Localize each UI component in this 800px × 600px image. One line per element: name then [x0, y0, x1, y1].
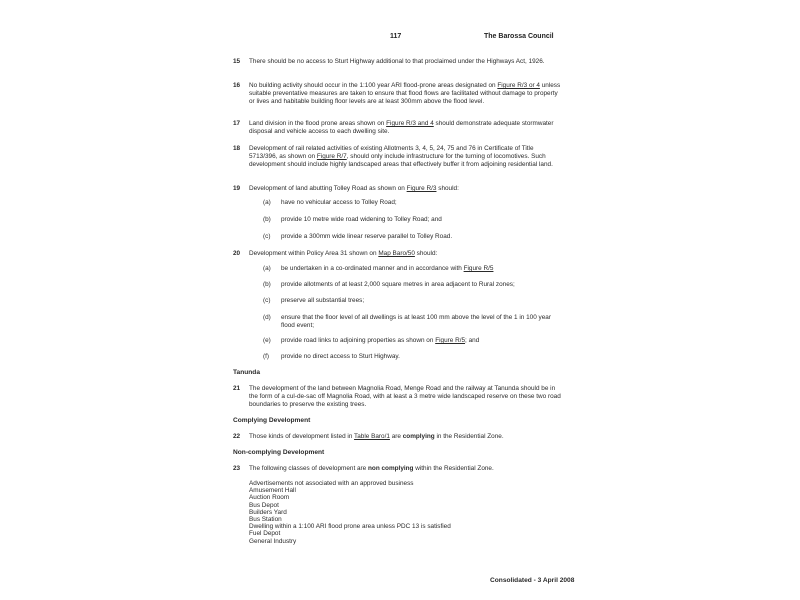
- clause-19-item: (b) provide 10 metre wide road widening to Tolley Road; and: [263, 216, 442, 223]
- figure-link[interactable]: Figure R/3 or 4: [497, 82, 540, 89]
- clause-16: 16 No building activity should occur in the 1:100 year ARI flood-prone areas designated on Figure R/3 or 4 unless suitable preventative measures are taken to ensure that flood flows are facilitated without damage to property or lives and habitable building floor levels are at least 300mm above the flood level.: [233, 82, 561, 106]
- heading-tanunda: Tanunda: [233, 369, 260, 376]
- clause-20-item: (f) provide no direct access to Sturt Highway.: [263, 353, 400, 360]
- clause-19: 19 Development of land abutting Tolley Road as shown on Figure R/3 should:: [233, 185, 459, 192]
- page-number: 117: [390, 33, 402, 40]
- council-name: The Barossa Council: [484, 33, 554, 40]
- list-item: Builders Yard: [249, 508, 287, 516]
- clause-20-item: (c) preserve all substantial trees;: [263, 297, 365, 304]
- clause-19-item: (a) have no vehicular access to Tolley Road;: [263, 199, 397, 206]
- heading-non-complying: Non-complying Development: [233, 449, 325, 456]
- list-item: General Industry: [249, 537, 297, 545]
- figure-link[interactable]: Figure R/5: [463, 265, 494, 272]
- clause-20-item: (e) provide road links to adjoining properties as shown on Figure R/5; and: [263, 337, 480, 344]
- table-link[interactable]: Table Baro/1: [354, 433, 390, 440]
- figure-link[interactable]: Figure R/3: [406, 185, 437, 192]
- non-complying-list: [249, 480, 451, 545]
- figure-link[interactable]: Figure R/7: [316, 153, 347, 161]
- clause-17: 17 Land division in the flood prone areas shown on Figure R/3 and 4 should demonstrate adequate stormwater disposal and vehicle access to each dwelling site.: [233, 120, 554, 136]
- list-item: Bus Station: [249, 516, 282, 524]
- list-item: Amusement Hall: [249, 487, 296, 495]
- clause-19-item: (c) provide a 300mm wide linear reserve parallel to Tolley Road.: [263, 233, 453, 240]
- clause-23: 23 The following classes of development are non complying within the Residential Zone.: [233, 465, 494, 472]
- list-item: Bus Depot: [249, 501, 279, 509]
- clause-20: 20 Development within Policy Area 31 shown on Map Baro/50 should:: [233, 250, 438, 257]
- clause-20-item: (b) provide allotments of at least 2,000 square metres in area adjacent to Rural zones;: [263, 281, 515, 288]
- heading-complying: Complying Development: [233, 417, 311, 424]
- list-item: Fuel Depot: [249, 530, 281, 538]
- clause-20-item: (a) be undertaken in a co-ordinated manner and in accordance with Figure R/5: [263, 265, 494, 272]
- clause-18: 18 Development of rail related activities of existing Allotments 3, 4, 5, 24, 75 and 76 in Certificate of Title 5713/396, as shown on Figure R/7, should only include infrastructure for the turning of locomotives. Such development should include highly landscaped areas that effectively buffer it from adjoining residential land.: [233, 145, 553, 169]
- figure-link[interactable]: Figure R/5: [435, 337, 466, 344]
- figure-link[interactable]: Figure R/3 and 4: [386, 120, 434, 127]
- page-footer: Consolidated - 3 April 2008: [490, 577, 575, 584]
- list-item: Dwelling within a 1:100 ARI flood prone area unless PDC 13 is satisfied: [249, 523, 451, 531]
- clause-20-item: (d) ensure that the floor level of all dwellings is at least 100 mm above the level of the 1 in 100 year flood event;: [263, 314, 551, 330]
- list-item: Auction Room: [249, 494, 290, 502]
- list-item: Advertisements not associated with an approved business: [249, 480, 414, 487]
- map-link[interactable]: Map Baro/50: [378, 250, 415, 257]
- clause-21: 21 The development of the land between Magnolia Road, Menge Road and the railway at Tanunda should be in the form of a cul-de-sac off Magnolia Road, with at least a 3 metre wide landscaped reserve on these two road boundaries to preserve the existing trees.: [233, 385, 561, 409]
- clause-15: 15 There should be no access to Sturt Highway additional to that proclaimed under the Highways Act, 1926.: [233, 58, 545, 65]
- clause-22: 22 Those kinds of development listed in Table Baro/1 are complying in the Residential Zone.: [233, 433, 504, 440]
